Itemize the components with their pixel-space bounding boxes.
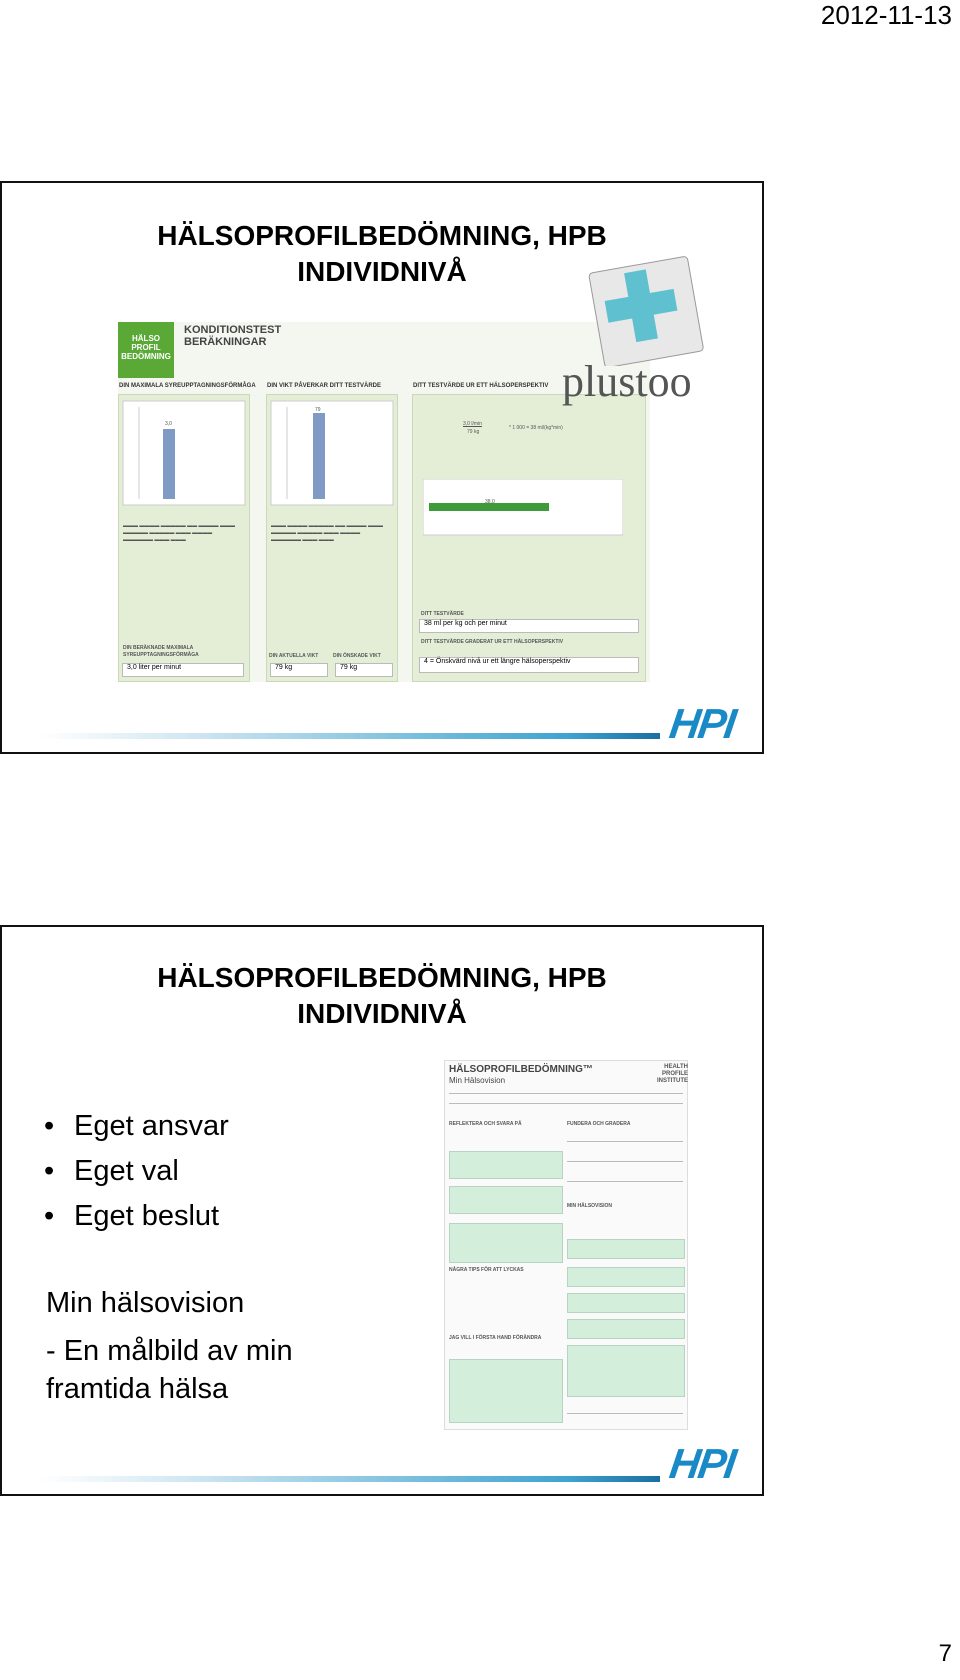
date: 2012-11-13 — [820, 0, 952, 30]
form-answer-box — [449, 1151, 563, 1179]
form-answer-box — [449, 1186, 563, 1214]
kt-col1-box-value: 3,0 liter per minut — [122, 663, 244, 677]
form-title: HÄLSOPROFILBEDÖMNING™ — [449, 1064, 593, 1075]
weight-bar-chart — [267, 399, 397, 509]
form-answer-box — [449, 1359, 563, 1423]
vision-title: Min hälsovision — [46, 1287, 245, 1319]
bullet-list — [44, 1104, 229, 1239]
bullet-item: • Eget ansvar — [44, 1104, 229, 1149]
kt-col2-text: ▬▬▬ ▬▬▬▬ ▬▬▬▬▬ ▬▬ ▬▬▬▬ ▬▬▬ ▬▬▬▬▬ ▬▬▬▬▬ ▬▬▬ ▬▬▬▬ ▬▬▬▬▬▬ ▬▬▬ ▬▬▬ — [271, 523, 383, 543]
kt-col1-box-label: DIN BERÄKNADE MAXIMALA SYREUPPTAGNINGSFÖRMÅGA — [123, 645, 199, 658]
formula-denominator: 79 kg — [467, 429, 480, 435]
slide-1-title-line2: INDIVIDNIVÅ — [297, 256, 467, 287]
kt-heading-line1: KONDITIONSTEST — [184, 324, 282, 336]
page-number: 7 — [938, 1640, 952, 1667]
health-profile-institute-logo: HEALTH PROFILE INSTITUTE — [657, 1064, 688, 1084]
graderat-value: 4 = Önskvärd nivå ur ett längre hälsoperspektiv — [419, 657, 639, 673]
kt-column-2 — [266, 383, 398, 682]
kt-col2-box2-value: 79 kg — [335, 663, 393, 677]
form-answer-box — [567, 1239, 685, 1259]
form-section-4: NÅGRA TIPS FÖR ATT LYCKAS — [449, 1267, 524, 1273]
form-section-1: REFLEKTERA OCH SVARA PÅ — [449, 1121, 522, 1127]
grade-scale-value: 38,0 — [485, 499, 495, 505]
kt-column-3 — [412, 383, 646, 682]
slide-2-hpi-logo: HPI — [666, 1440, 738, 1487]
form-section-3: MIN HÄLSOVISION — [567, 1203, 613, 1209]
kt-col2-box2-label: DIN ÖNSKADE VIKT — [333, 653, 381, 659]
form-answer-box — [567, 1267, 685, 1287]
kt-col1-heading: DIN MAXIMALA SYREUPPTAGNINGSFÖRMÅGA — [119, 383, 256, 389]
halsoprofil-logo: HÄLSO PROFIL BEDÖMNING — [118, 322, 174, 378]
kt-column-1 — [118, 383, 256, 682]
slide-1-title-line1: HÄLSOPROFILBEDÖMNING, HPB — [157, 220, 607, 251]
weight-bar — [313, 413, 325, 499]
grade-scale — [423, 479, 623, 539]
kt-heading-line2: BERÄKNINGAR — [184, 336, 267, 348]
oxygen-bar-label: 3,0 — [165, 421, 172, 427]
form-section-2: FUNDERA OCH GRADERA — [567, 1121, 631, 1127]
slide-1-footer-bar — [40, 733, 660, 739]
formula-numerator: 3,0 l/min — [463, 421, 482, 427]
slide-1-hpi-logo: HPI — [666, 700, 738, 747]
slide-2-title-line2: INDIVIDNIVÅ — [297, 998, 467, 1029]
plus-notebook-icon — [586, 256, 706, 366]
halsovision-form-image — [444, 1060, 688, 1430]
testvarde-label: DITT TESTVÄRDE — [421, 611, 464, 617]
slide-2-title-line1: HÄLSOPROFILBEDÖMNING, HPB — [157, 962, 607, 993]
kt-heading — [184, 324, 281, 348]
plustoo-brand: plustoo — [562, 357, 692, 406]
kt-col3-heading: DITT TESTVÄRDE UR ETT HÄLSOPERSPEKTIV — [413, 383, 549, 389]
form-answer-box — [449, 1223, 563, 1263]
form-answer-box — [567, 1319, 685, 1339]
bullet-item: • Eget beslut — [44, 1194, 229, 1239]
form-answer-box — [567, 1345, 685, 1397]
bullet-item: • Eget val — [44, 1149, 229, 1194]
form-subtitle: Min Hälsovision — [449, 1076, 506, 1085]
kt-col2-box1-label: DIN AKTUELLA VIKT — [269, 653, 319, 659]
formula-result: * 1 000 = 38 ml/(kg*min) — [509, 425, 563, 431]
oxygen-bar-chart — [119, 399, 249, 509]
kt-col1-text: ▬▬▬ ▬▬▬▬ ▬▬▬▬▬ ▬▬ ▬▬▬▬ ▬▬▬ ▬▬▬▬▬ ▬▬▬▬▬ ▬▬▬ ▬▬▬▬ ▬▬▬▬▬▬ ▬▬▬ ▬▬▬ — [123, 523, 235, 543]
kt-col2-heading: DIN VIKT PÅVERKAR DITT TESTVÄRDE — [267, 383, 382, 389]
form-section-5: JAG VILL I FÖRSTA HAND FÖRÄNDRA — [449, 1335, 542, 1341]
testvarde-value: 38 ml per kg och per minut — [419, 619, 639, 633]
kt-col2-box1-value: 79 kg — [270, 663, 328, 677]
vision-subtitle: - En målbild av min framtida hälsa — [46, 1335, 293, 1405]
form-answer-box — [567, 1293, 685, 1313]
graderat-label: DITT TESTVÄRDE GRADERAT UR ETT HÄLSOPERSPEKTIV — [421, 639, 564, 645]
weight-bar-label: 79 — [315, 407, 321, 413]
slide-2-footer-bar — [40, 1476, 660, 1482]
oxygen-bar — [163, 429, 175, 499]
